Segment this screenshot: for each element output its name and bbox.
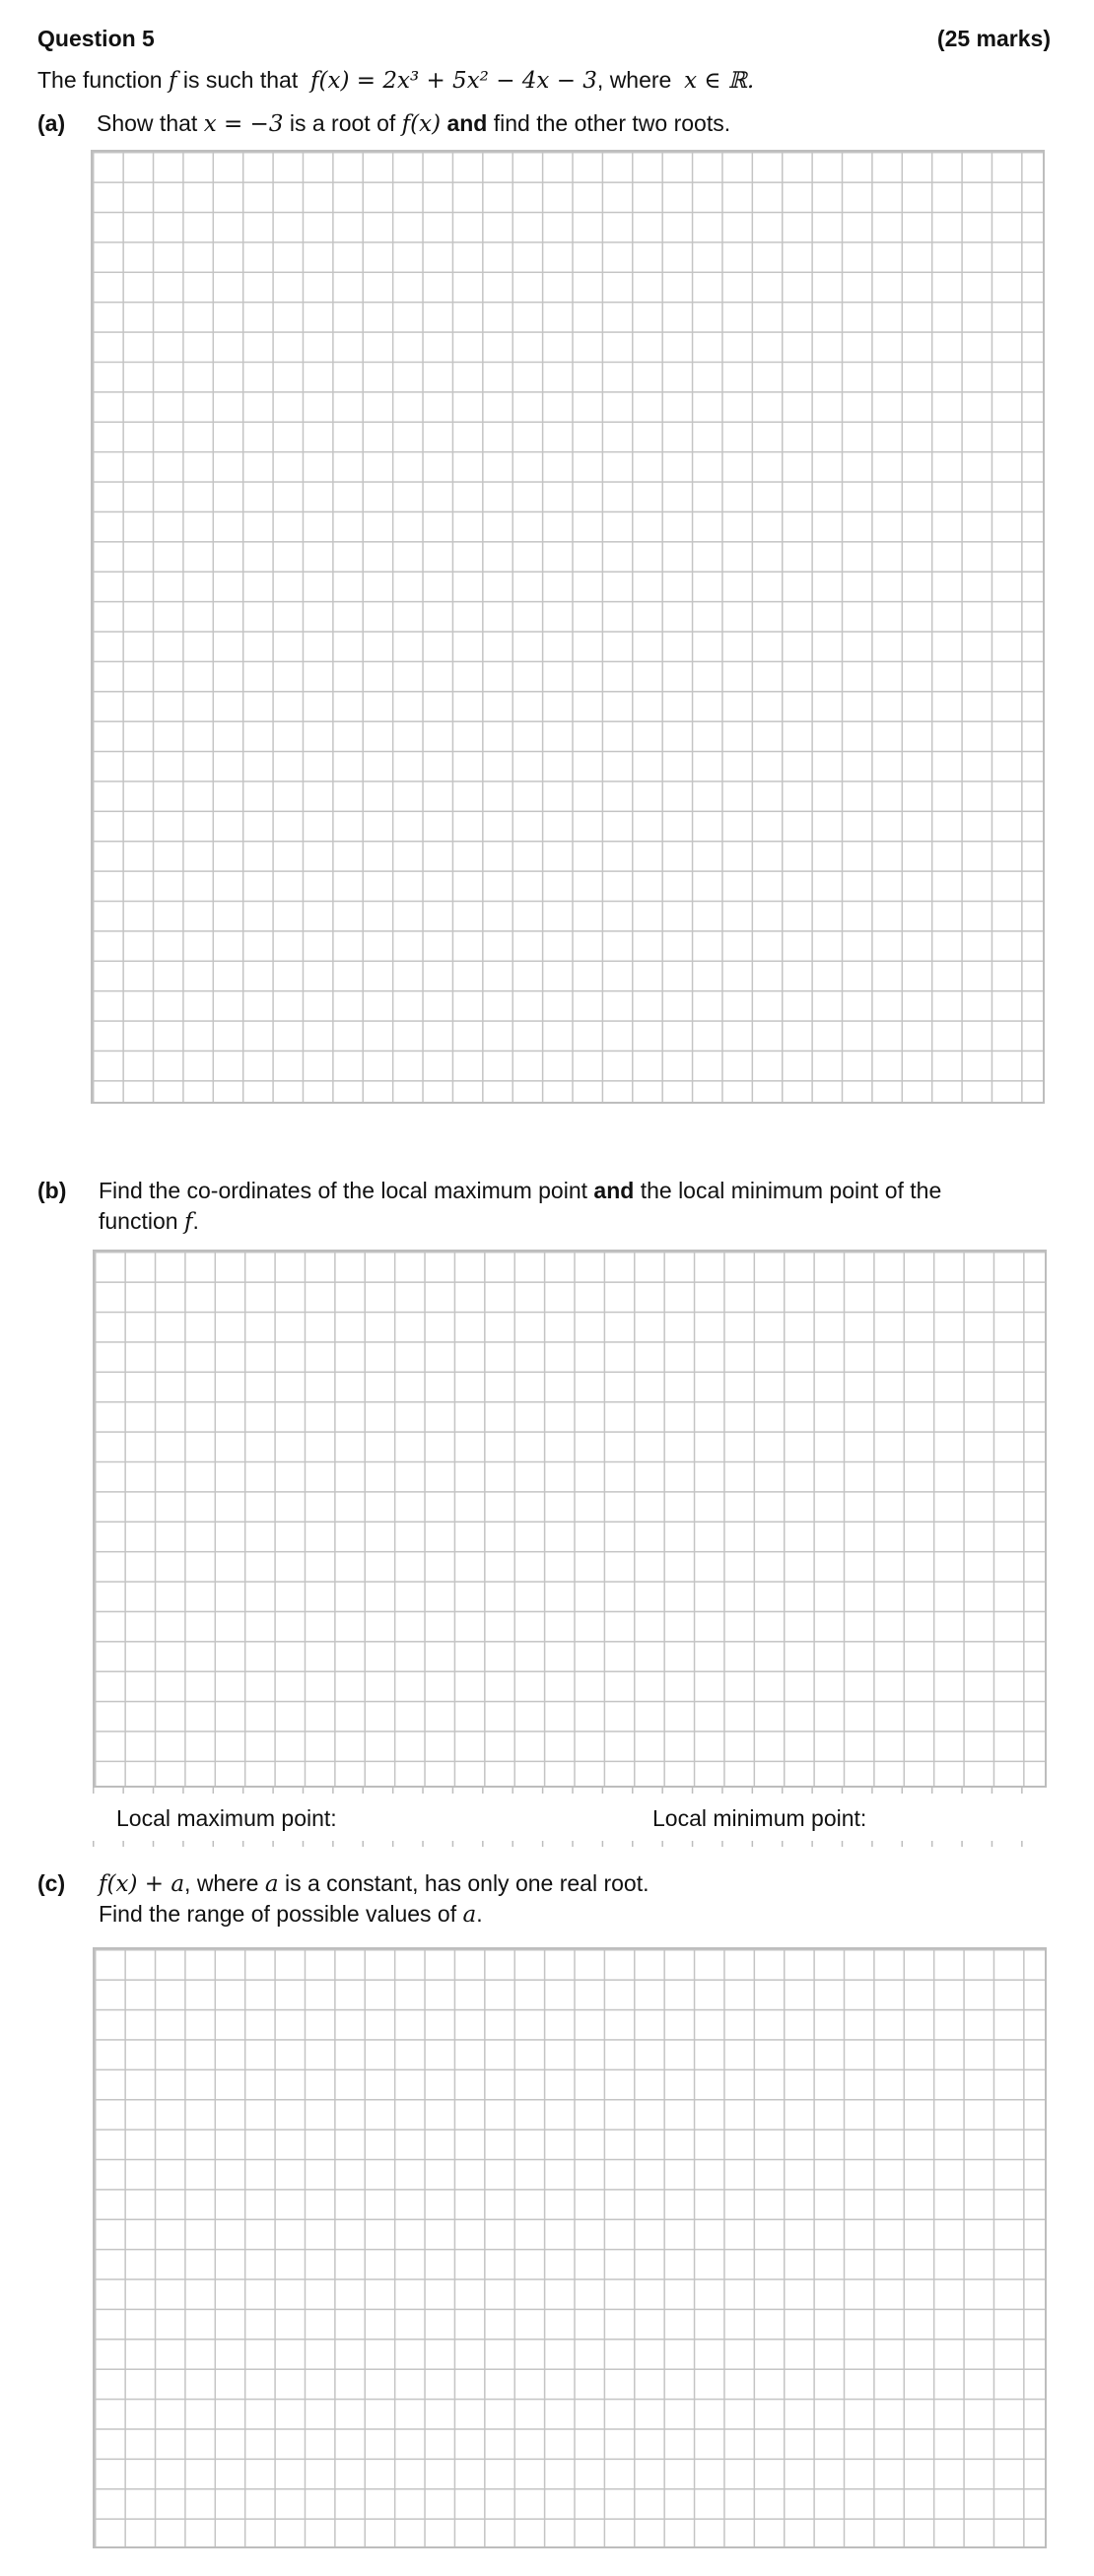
local-min-label: Local minimum point: <box>652 1805 867 1831</box>
part-c-label: (c) <box>37 1870 66 1896</box>
answer-row-ticks-top <box>93 1788 1047 1794</box>
intro-mid: is such that <box>182 67 299 93</box>
local-max-label: Local maximum point: <box>116 1805 337 1831</box>
answer-grid-a[interactable] <box>91 150 1045 1104</box>
part-a-bold: and <box>446 110 488 136</box>
part-c-line2-math: a <box>462 1902 477 1928</box>
part-a-text-pre: Show that <box>97 110 198 136</box>
part-a-text-post: find the other two roots. <box>493 110 731 136</box>
part-b-line2-pre: function <box>99 1208 178 1234</box>
part-c-line2-pre: Find the range of possible values of <box>99 1901 457 1927</box>
intro-f: f <box>168 68 177 94</box>
question-intro <box>37 67 754 94</box>
part-c-prompt-line1 <box>99 1870 649 1897</box>
part-c-line2-post: . <box>476 1901 483 1927</box>
part-a-prompt <box>97 110 730 137</box>
part-b-prompt-line1 <box>99 1178 941 1204</box>
part-b-line1-post: the local minimum point of the <box>640 1178 942 1203</box>
part-b-line1-pre: Find the co-ordinates of the local maximum point <box>99 1178 588 1203</box>
part-b-label: (b) <box>37 1178 67 1203</box>
part-b-line2-math: f <box>183 1209 193 1235</box>
intro-equation: f(x) = 2x³ + 5x² − 4x − 3 <box>310 68 597 94</box>
part-b-prompt-line2 <box>99 1208 199 1235</box>
intro-where: , where <box>596 67 672 93</box>
answer-grid-b[interactable] <box>93 1250 1047 1845</box>
part-c-line1-math2: a <box>264 1871 279 1897</box>
answer-grid-c[interactable] <box>93 1947 1047 2548</box>
marks-label: (25 marks) <box>936 26 1051 51</box>
part-b-line2-post: . <box>192 1208 199 1234</box>
question-title: Question 5 <box>37 26 155 51</box>
intro-pre: The function <box>37 67 163 93</box>
part-c-line1-post: is a constant, has only one real root. <box>284 1870 650 1896</box>
part-a-math1: x = −3 <box>203 111 284 137</box>
part-c-prompt-line2 <box>99 1901 483 1928</box>
answer-row-ticks-bottom <box>93 1841 1047 1847</box>
part-a-label: (a) <box>37 110 66 136</box>
part-a-text-mid: is a root of <box>289 110 396 136</box>
part-a-math2: f(x) <box>401 111 442 137</box>
part-b-bold: and <box>593 1178 635 1203</box>
intro-domain: x ∈ ℝ. <box>684 68 755 94</box>
part-c-line1-math: f(x) + a <box>99 1871 185 1897</box>
part-c-line1-mid: , where <box>184 1870 259 1896</box>
